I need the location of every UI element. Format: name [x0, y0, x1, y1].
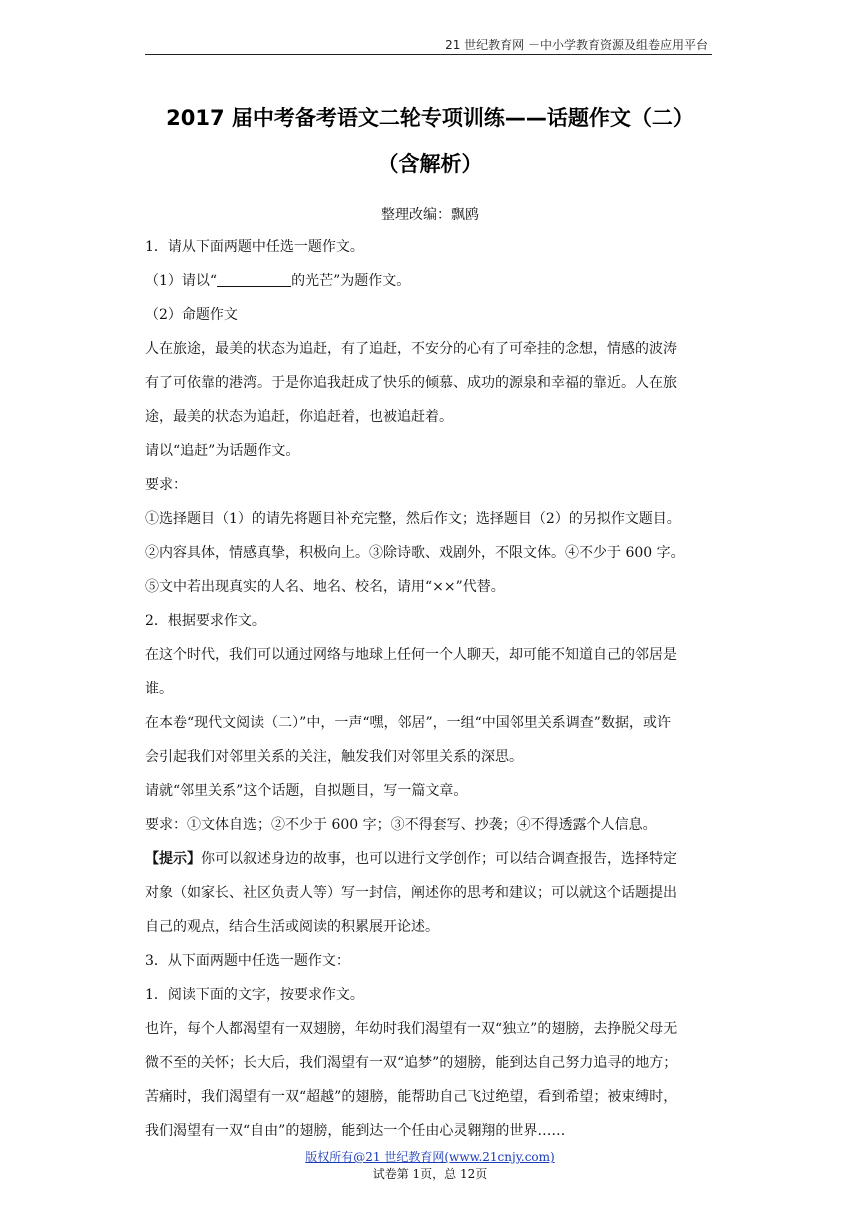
paragraph-line: 谁。: [145, 681, 173, 697]
footer-page-number: 试卷第 1页，总 12页: [372, 1167, 488, 1181]
document-subtitle: （含解析）: [377, 152, 483, 176]
editor-credit: 整理改编：飘鸥: [381, 207, 479, 223]
option-1-suffix: 的光芒”为题作文。: [291, 273, 411, 289]
option-1-prefix: （1）请以“: [145, 273, 218, 289]
header-text: 21 世纪教育网 －中小学教育资源及组卷应用平台: [445, 38, 708, 52]
hint-label: 【提示】: [145, 851, 201, 867]
requirement-line: 要求：①文体自选；②不少于 600 字；③不得套写、抄袭；④不得透露个人信息。: [145, 817, 657, 833]
footer-copyright: [100, 1148, 760, 1165]
requirements-label: 要求：: [145, 477, 187, 493]
option-2: （2）命题作文: [145, 307, 238, 323]
hint-line: [145, 842, 717, 876]
requirement-line: ①选择题目（1）的请先将题目补充完整，然后作文；选择题目（2）的另拟作文题目。: [145, 511, 681, 527]
requirement-line: ②内容具体，情感真挚，积极向上。③除诗歌、戏剧外，不限文体。④不少于 600 字。: [145, 545, 685, 561]
question-1: 1．请从下面两题中任选一题作文。: [145, 239, 364, 255]
paragraph-line: 有了可依靠的港湾。于是你追我赶成了快乐的倾慕、成功的源泉和幸福的靠近。人在旅: [145, 375, 677, 391]
option-1: [145, 264, 717, 298]
question-2: 2．根据要求作文。: [145, 613, 266, 629]
paragraph-line: 在这个时代，我们可以通过网络与地球上任何一个人聊天，却可能不知道自己的邻居是: [145, 647, 677, 663]
hint-text: 你可以叙述身边的故事，也可以进行文学创作；可以结合调查报告，选择特定: [201, 851, 677, 867]
paragraph-line: 对象（如家长、社区负责人等）写一封信，阐述你的思考和建议；可以就这个话题提出: [145, 885, 677, 901]
copyright-link[interactable]: 版权所有@21 世纪教育网(www.21cnjy.com): [305, 1150, 555, 1164]
paragraph-line: 在本卷“现代文阅读（二）”中，一声“嘿，邻居”，一组“中国邻里关系调查”数据，或许: [145, 715, 671, 731]
paragraph-line: 请以“追赶”为话题作文。: [145, 443, 300, 459]
question-3: 3．从下面两题中任选一题作文：: [145, 953, 350, 969]
sub-question-1: 1．阅读下面的文字，按要求作文。: [145, 987, 364, 1003]
document-title: 2017 届中考备考语文二轮专项训练——话题作文（二）: [166, 106, 694, 130]
paragraph-line: 我们渴望有一双“自由”的翅膀，能到达一个任由心灵翱翔的世界……: [145, 1123, 566, 1139]
paragraph-line: 也许，每个人都渴望有一双翅膀，年幼时我们渴望有一双“独立”的翅膀，去挣脱父母无: [145, 1021, 678, 1037]
document-body: [145, 230, 717, 1148]
paragraph-line: 请就“邻里关系”这个话题，自拟题目，写一篇文章。: [145, 783, 468, 799]
paragraph-line: 会引起我们对邻里关系的关注，触发我们对邻里关系的深思。: [145, 749, 523, 765]
page-header: [145, 34, 712, 55]
requirement-line: ⑤文中若出现真实的人名、地名、校名，请用“××”代替。: [145, 579, 505, 595]
paragraph-line: 自己的观点，结合生活或阅读的积累展开论述。: [145, 919, 439, 935]
paragraph-line: 途，最美的状态为追赶，你追赶着，也被追赶着。: [145, 409, 453, 425]
paragraph-line: 微不至的关怀；长大后，我们渴望有一双“追梦”的翅膀，能到达自己努力追寻的地方；: [145, 1055, 678, 1071]
fill-blank: [217, 270, 291, 287]
paragraph-line: 苦痛时，我们渴望有一双“超越”的翅膀，能帮助自己飞过绝望，看到希望；被束缚时，: [145, 1089, 678, 1105]
paragraph-line: 人在旅途，最美的状态为追赶，有了追赶，不安分的心有了可牵挂的念想，情感的波涛: [145, 341, 677, 357]
